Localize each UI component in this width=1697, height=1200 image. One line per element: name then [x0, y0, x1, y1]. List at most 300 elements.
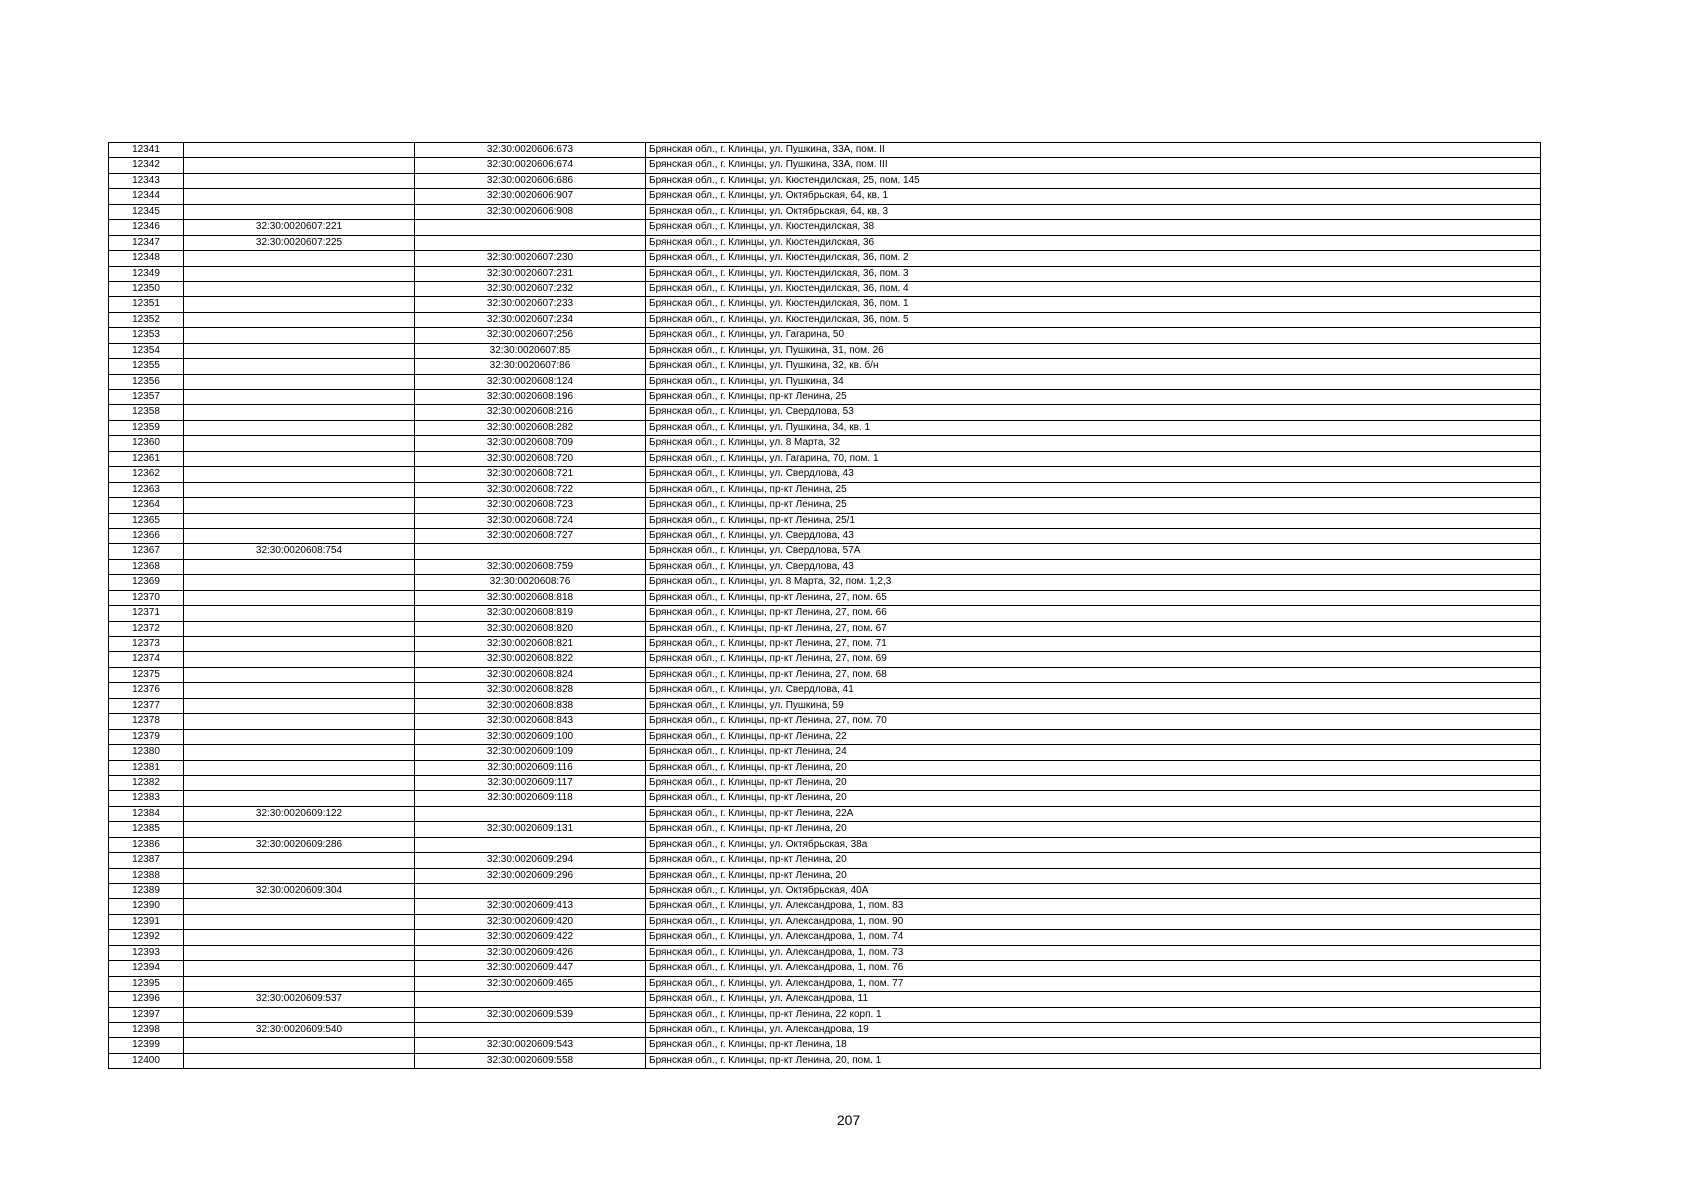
table-row [109, 312, 1541, 327]
table-row [109, 1038, 1541, 1053]
address-cell: Брянская обл., г. Клинцы, пр-кт Ленина, 25 [646, 482, 1541, 497]
table-row [109, 667, 1541, 682]
address-cell: Брянская обл., г. Клинцы, ул. Пушкина, 32, кв. б/н [646, 359, 1541, 374]
object-cadastral-number-cell: 32:30:0020609:294 [415, 853, 646, 868]
address-cell: Брянская обл., г. Клинцы, пр-кт Ленина, 20 [646, 791, 1541, 806]
row-number-cell: 12374 [109, 652, 184, 667]
row-number-cell: 12368 [109, 559, 184, 574]
land-cadastral-number-cell [184, 698, 415, 713]
land-cadastral-number-cell [184, 328, 415, 343]
land-cadastral-number-cell [184, 482, 415, 497]
table-row [109, 683, 1541, 698]
land-cadastral-number-cell [184, 390, 415, 405]
address-cell: Брянская обл., г. Клинцы, ул. Кюстендилская, 25, пом. 145 [646, 173, 1541, 188]
object-cadastral-number-cell: 32:30:0020607:85 [415, 343, 646, 358]
address-cell: Брянская обл., г. Клинцы, ул. Свердлова, 43 [646, 467, 1541, 482]
land-cadastral-number-cell [184, 637, 415, 652]
address-cell: Брянская обл., г. Клинцы, ул. Свердлова, 43 [646, 528, 1541, 543]
land-cadastral-number-cell [184, 374, 415, 389]
address-cell: Брянская обл., г. Клинцы, ул. 8 Марта, 32 [646, 436, 1541, 451]
table-row [109, 220, 1541, 235]
address-cell: Брянская обл., г. Клинцы, пр-кт Ленина, 27, пом. 68 [646, 667, 1541, 682]
object-cadastral-number-cell [415, 992, 646, 1007]
address-cell: Брянская обл., г. Клинцы, пр-кт Ленина, 20 [646, 853, 1541, 868]
land-cadastral-number-cell [184, 729, 415, 744]
land-cadastral-number-cell [184, 251, 415, 266]
object-cadastral-number-cell: 32:30:0020609:118 [415, 791, 646, 806]
address-cell: Брянская обл., г. Клинцы, пр-кт Ленина, 20 [646, 775, 1541, 790]
table-row [109, 930, 1541, 945]
land-cadastral-number-cell [184, 606, 415, 621]
object-cadastral-number-cell: 32:30:0020609:109 [415, 745, 646, 760]
address-cell: Брянская обл., г. Клинцы, ул. Свердлова, 41 [646, 683, 1541, 698]
row-number-cell: 12346 [109, 220, 184, 235]
address-cell: Брянская обл., г. Клинцы, ул. Гагарина, 50 [646, 328, 1541, 343]
table-row [109, 590, 1541, 605]
table-row [109, 467, 1541, 482]
row-number-cell: 12389 [109, 884, 184, 899]
object-cadastral-number-cell: 32:30:0020608:819 [415, 606, 646, 621]
row-number-cell: 12354 [109, 343, 184, 358]
object-cadastral-number-cell: 32:30:0020606:908 [415, 204, 646, 219]
row-number-cell: 12367 [109, 544, 184, 559]
address-cell: Брянская обл., г. Клинцы, ул. Пушкина, 59 [646, 698, 1541, 713]
table-row [109, 698, 1541, 713]
land-cadastral-number-cell: 32:30:0020609:537 [184, 992, 415, 1007]
object-cadastral-number-cell: 32:30:0020609:420 [415, 914, 646, 929]
table-row [109, 559, 1541, 574]
table-row [109, 621, 1541, 636]
land-cadastral-number-cell: 32:30:0020609:304 [184, 884, 415, 899]
address-cell: Брянская обл., г. Клинцы, ул. Кюстендилская, 36, пом. 5 [646, 312, 1541, 327]
object-cadastral-number-cell [415, 235, 646, 250]
row-number-cell: 12362 [109, 467, 184, 482]
table-row [109, 822, 1541, 837]
object-cadastral-number-cell: 32:30:0020608:828 [415, 683, 646, 698]
land-cadastral-number-cell [184, 559, 415, 574]
row-number-cell: 12342 [109, 158, 184, 173]
table-row [109, 158, 1541, 173]
row-number-cell: 12363 [109, 482, 184, 497]
land-cadastral-number-cell: 32:30:0020609:122 [184, 806, 415, 821]
object-cadastral-number-cell [415, 220, 646, 235]
row-number-cell: 12364 [109, 498, 184, 513]
land-cadastral-number-cell [184, 189, 415, 204]
row-number-cell: 12341 [109, 143, 184, 158]
land-cadastral-number-cell [184, 266, 415, 281]
address-cell: Брянская обл., г. Клинцы, ул. Октябрьская, 64, кв. 3 [646, 204, 1541, 219]
row-number-cell: 12382 [109, 775, 184, 790]
table-row [109, 961, 1541, 976]
table-row [109, 436, 1541, 451]
table-row [109, 945, 1541, 960]
object-cadastral-number-cell: 32:30:0020608:727 [415, 528, 646, 543]
land-cadastral-number-cell: 32:30:0020607:221 [184, 220, 415, 235]
object-cadastral-number-cell: 32:30:0020607:231 [415, 266, 646, 281]
table-row [109, 189, 1541, 204]
land-cadastral-number-cell [184, 745, 415, 760]
land-cadastral-number-cell [184, 158, 415, 173]
row-number-cell: 12378 [109, 714, 184, 729]
address-cell: Брянская обл., г. Клинцы, ул. Пушкина, 34 [646, 374, 1541, 389]
row-number-cell: 12369 [109, 575, 184, 590]
table-row [109, 143, 1541, 158]
land-cadastral-number-cell [184, 343, 415, 358]
object-cadastral-number-cell: 32:30:0020608:843 [415, 714, 646, 729]
land-cadastral-number-cell [184, 1007, 415, 1022]
row-number-cell: 12370 [109, 590, 184, 605]
table-row [109, 544, 1541, 559]
land-cadastral-number-cell [184, 1053, 415, 1068]
table-row [109, 868, 1541, 883]
address-cell: Брянская обл., г. Клинцы, пр-кт Ленина, 27, пом. 70 [646, 714, 1541, 729]
row-number-cell: 12373 [109, 637, 184, 652]
object-cadastral-number-cell [415, 806, 646, 821]
register-table [108, 142, 1541, 1069]
row-number-cell: 12388 [109, 868, 184, 883]
row-number-cell: 12394 [109, 961, 184, 976]
object-cadastral-number-cell: 32:30:0020609:543 [415, 1038, 646, 1053]
row-number-cell: 12391 [109, 914, 184, 929]
address-cell: Брянская обл., г. Клинцы, ул. Кюстендилская, 36, пом. 4 [646, 281, 1541, 296]
land-cadastral-number-cell [184, 914, 415, 929]
object-cadastral-number-cell: 32:30:0020609:465 [415, 976, 646, 991]
row-number-cell: 12347 [109, 235, 184, 250]
table-row [109, 374, 1541, 389]
table-row [109, 498, 1541, 513]
land-cadastral-number-cell [184, 945, 415, 960]
object-cadastral-number-cell: 32:30:0020609:117 [415, 775, 646, 790]
table-row [109, 420, 1541, 435]
land-cadastral-number-cell [184, 961, 415, 976]
object-cadastral-number-cell: 32:30:0020607:232 [415, 281, 646, 296]
object-cadastral-number-cell: 32:30:0020608:821 [415, 637, 646, 652]
land-cadastral-number-cell: 32:30:0020609:286 [184, 837, 415, 852]
land-cadastral-number-cell [184, 528, 415, 543]
address-cell: Брянская обл., г. Клинцы, пр-кт Ленина, 27, пом. 69 [646, 652, 1541, 667]
row-number-cell: 12356 [109, 374, 184, 389]
table-row [109, 914, 1541, 929]
row-number-cell: 12353 [109, 328, 184, 343]
land-cadastral-number-cell [184, 652, 415, 667]
row-number-cell: 12379 [109, 729, 184, 744]
table-row [109, 328, 1541, 343]
object-cadastral-number-cell: 32:30:0020608:818 [415, 590, 646, 605]
address-cell: Брянская обл., г. Клинцы, ул. Кюстендилская, 36, пом. 1 [646, 297, 1541, 312]
table-row [109, 791, 1541, 806]
object-cadastral-number-cell [415, 837, 646, 852]
address-cell: Брянская обл., г. Клинцы, ул. Пушкина, 34, кв. 1 [646, 420, 1541, 435]
address-cell: Брянская обл., г. Клинцы, ул. Кюстендилская, 36 [646, 235, 1541, 250]
address-cell: Брянская обл., г. Клинцы, ул. Свердлова, 57А [646, 544, 1541, 559]
table-row [109, 837, 1541, 852]
address-cell: Брянская обл., г. Клинцы, пр-кт Ленина, 20 [646, 760, 1541, 775]
land-cadastral-number-cell [184, 143, 415, 158]
land-cadastral-number-cell [184, 281, 415, 296]
land-cadastral-number-cell: 32:30:0020609:540 [184, 1022, 415, 1037]
row-number-cell: 12372 [109, 621, 184, 636]
page-number: 207 [836, 1112, 861, 1128]
land-cadastral-number-cell [184, 590, 415, 605]
row-number-cell: 12386 [109, 837, 184, 852]
row-number-cell: 12397 [109, 1007, 184, 1022]
address-cell: Брянская обл., г. Клинцы, ул. Александрова, 1, пом. 76 [646, 961, 1541, 976]
address-cell: Брянская обл., г. Клинцы, пр-кт Ленина, 22 [646, 729, 1541, 744]
table-row [109, 266, 1541, 281]
object-cadastral-number-cell: 32:30:0020608:822 [415, 652, 646, 667]
address-cell: Брянская обл., г. Клинцы, пр-кт Ленина, 25 [646, 390, 1541, 405]
address-cell: Брянская обл., г. Клинцы, ул. Пушкина, 33А, пом. III [646, 158, 1541, 173]
object-cadastral-number-cell: 32:30:0020606:907 [415, 189, 646, 204]
row-number-cell: 12344 [109, 189, 184, 204]
land-cadastral-number-cell [184, 930, 415, 945]
address-cell: Брянская обл., г. Клинцы, ул. Кюстендилская, 38 [646, 220, 1541, 235]
table-row [109, 1053, 1541, 1068]
object-cadastral-number-cell: 32:30:0020609:100 [415, 729, 646, 744]
object-cadastral-number-cell: 32:30:0020609:116 [415, 760, 646, 775]
land-cadastral-number-cell [184, 405, 415, 420]
land-cadastral-number-cell [184, 714, 415, 729]
row-number-cell: 12395 [109, 976, 184, 991]
object-cadastral-number-cell: 32:30:0020608:838 [415, 698, 646, 713]
address-cell: Брянская обл., г. Клинцы, ул. Кюстендилская, 36, пом. 3 [646, 266, 1541, 281]
row-number-cell: 12352 [109, 312, 184, 327]
object-cadastral-number-cell: 32:30:0020609:426 [415, 945, 646, 960]
object-cadastral-number-cell: 32:30:0020609:296 [415, 868, 646, 883]
object-cadastral-number-cell: 32:30:0020609:413 [415, 899, 646, 914]
land-cadastral-number-cell [184, 575, 415, 590]
table-row [109, 637, 1541, 652]
object-cadastral-number-cell: 32:30:0020608:723 [415, 498, 646, 513]
land-cadastral-number-cell [184, 498, 415, 513]
table-row [109, 806, 1541, 821]
table-row [109, 992, 1541, 1007]
land-cadastral-number-cell [184, 899, 415, 914]
land-cadastral-number-cell [184, 976, 415, 991]
address-cell: Брянская обл., г. Клинцы, ул. Свердлова, 53 [646, 405, 1541, 420]
table-row [109, 976, 1541, 991]
row-number-cell: 12365 [109, 513, 184, 528]
object-cadastral-number-cell: 32:30:0020608:709 [415, 436, 646, 451]
object-cadastral-number-cell: 32:30:0020609:131 [415, 822, 646, 837]
table-row [109, 173, 1541, 188]
land-cadastral-number-cell [184, 853, 415, 868]
land-cadastral-number-cell [184, 204, 415, 219]
land-cadastral-number-cell [184, 467, 415, 482]
row-number-cell: 12351 [109, 297, 184, 312]
address-cell: Брянская обл., г. Клинцы, ул. Александрова, 1, пом. 90 [646, 914, 1541, 929]
row-number-cell: 12387 [109, 853, 184, 868]
row-number-cell: 12399 [109, 1038, 184, 1053]
object-cadastral-number-cell: 32:30:0020608:216 [415, 405, 646, 420]
land-cadastral-number-cell [184, 1038, 415, 1053]
row-number-cell: 12400 [109, 1053, 184, 1068]
row-number-cell: 12376 [109, 683, 184, 698]
object-cadastral-number-cell: 32:30:0020608:721 [415, 467, 646, 482]
object-cadastral-number-cell: 32:30:0020606:673 [415, 143, 646, 158]
address-cell: Брянская обл., г. Клинцы, ул. Пушкина, 31, пом. 26 [646, 343, 1541, 358]
land-cadastral-number-cell [184, 436, 415, 451]
address-cell: Брянская обл., г. Клинцы, пр-кт Ленина, 20 [646, 822, 1541, 837]
address-cell: Брянская обл., г. Клинцы, ул. Александрова, 1, пом. 77 [646, 976, 1541, 991]
object-cadastral-number-cell: 32:30:0020608:724 [415, 513, 646, 528]
land-cadastral-number-cell [184, 621, 415, 636]
address-cell: Брянская обл., г. Клинцы, ул. Гагарина, 70, пом. 1 [646, 451, 1541, 466]
row-number-cell: 12359 [109, 420, 184, 435]
row-number-cell: 12348 [109, 251, 184, 266]
table-row [109, 714, 1541, 729]
row-number-cell: 12396 [109, 992, 184, 1007]
address-cell: Брянская обл., г. Клинцы, ул. Александрова, 1, пом. 74 [646, 930, 1541, 945]
address-cell: Брянская обл., г. Клинцы, ул. 8 Марта, 32, пом. 1,2,3 [646, 575, 1541, 590]
land-cadastral-number-cell [184, 791, 415, 806]
object-cadastral-number-cell: 32:30:0020608:722 [415, 482, 646, 497]
address-cell: Брянская обл., г. Клинцы, пр-кт Ленина, 18 [646, 1038, 1541, 1053]
row-number-cell: 12371 [109, 606, 184, 621]
land-cadastral-number-cell [184, 420, 415, 435]
land-cadastral-number-cell [184, 451, 415, 466]
table-row [109, 359, 1541, 374]
object-cadastral-number-cell: 32:30:0020606:686 [415, 173, 646, 188]
address-cell: Брянская обл., г. Клинцы, пр-кт Ленина, 25/1 [646, 513, 1541, 528]
row-number-cell: 12358 [109, 405, 184, 420]
object-cadastral-number-cell: 32:30:0020608:824 [415, 667, 646, 682]
land-cadastral-number-cell [184, 173, 415, 188]
land-cadastral-number-cell [184, 312, 415, 327]
address-cell: Брянская обл., г. Клинцы, ул. Свердлова, 43 [646, 559, 1541, 574]
address-cell: Брянская обл., г. Клинцы, ул. Октябрьская, 38а [646, 837, 1541, 852]
row-number-cell: 12392 [109, 930, 184, 945]
object-cadastral-number-cell: 32:30:0020607:234 [415, 312, 646, 327]
table-row [109, 729, 1541, 744]
object-cadastral-number-cell [415, 544, 646, 559]
land-cadastral-number-cell [184, 667, 415, 682]
table-row [109, 745, 1541, 760]
object-cadastral-number-cell: 32:30:0020609:558 [415, 1053, 646, 1068]
object-cadastral-number-cell: 32:30:0020608:720 [415, 451, 646, 466]
table-row [109, 884, 1541, 899]
address-cell: Брянская обл., г. Клинцы, пр-кт Ленина, 22 корп. 1 [646, 1007, 1541, 1022]
table-row [109, 513, 1541, 528]
row-number-cell: 12360 [109, 436, 184, 451]
address-cell: Брянская обл., г. Клинцы, пр-кт Ленина, 20 [646, 868, 1541, 883]
row-number-cell: 12385 [109, 822, 184, 837]
address-cell: Брянская обл., г. Клинцы, ул. Александрова, 1, пом. 83 [646, 899, 1541, 914]
object-cadastral-number-cell: 32:30:0020607:86 [415, 359, 646, 374]
object-cadastral-number-cell: 32:30:0020608:196 [415, 390, 646, 405]
object-cadastral-number-cell: 32:30:0020607:230 [415, 251, 646, 266]
table-row [109, 1022, 1541, 1037]
table-row [109, 251, 1541, 266]
row-number-cell: 12383 [109, 791, 184, 806]
land-cadastral-number-cell [184, 760, 415, 775]
row-number-cell: 12350 [109, 281, 184, 296]
table-row [109, 390, 1541, 405]
row-number-cell: 12393 [109, 945, 184, 960]
row-number-cell: 12377 [109, 698, 184, 713]
table-row [109, 204, 1541, 219]
row-number-cell: 12366 [109, 528, 184, 543]
address-cell: Брянская обл., г. Клинцы, ул. Пушкина, 33А, пом. II [646, 143, 1541, 158]
address-cell: Брянская обл., г. Клинцы, пр-кт Ленина, 27, пом. 66 [646, 606, 1541, 621]
table-row [109, 235, 1541, 250]
address-cell: Брянская обл., г. Клинцы, ул. Александрова, 19 [646, 1022, 1541, 1037]
object-cadastral-number-cell: 32:30:0020607:233 [415, 297, 646, 312]
address-cell: Брянская обл., г. Клинцы, ул. Кюстендилская, 36, пом. 2 [646, 251, 1541, 266]
table-row [109, 775, 1541, 790]
table-row [109, 575, 1541, 590]
table-row [109, 297, 1541, 312]
object-cadastral-number-cell: 32:30:0020609:447 [415, 961, 646, 976]
object-cadastral-number-cell: 32:30:0020608:759 [415, 559, 646, 574]
object-cadastral-number-cell: 32:30:0020608:820 [415, 621, 646, 636]
row-number-cell: 12375 [109, 667, 184, 682]
table-row [109, 482, 1541, 497]
object-cadastral-number-cell [415, 1022, 646, 1037]
table-row [109, 899, 1541, 914]
row-number-cell: 12349 [109, 266, 184, 281]
land-cadastral-number-cell [184, 513, 415, 528]
table-row [109, 343, 1541, 358]
row-number-cell: 12361 [109, 451, 184, 466]
table-row [109, 405, 1541, 420]
object-cadastral-number-cell: 32:30:0020608:282 [415, 420, 646, 435]
table-row [109, 528, 1541, 543]
row-number-cell: 12343 [109, 173, 184, 188]
address-cell: Брянская обл., г. Клинцы, пр-кт Ленина, 27, пом. 67 [646, 621, 1541, 636]
register-table-body [109, 143, 1541, 1069]
row-number-cell: 12390 [109, 899, 184, 914]
object-cadastral-number-cell: 32:30:0020608:124 [415, 374, 646, 389]
land-cadastral-number-cell [184, 359, 415, 374]
table-row [109, 606, 1541, 621]
object-cadastral-number-cell: 32:30:0020609:539 [415, 1007, 646, 1022]
row-number-cell: 12345 [109, 204, 184, 219]
address-cell: Брянская обл., г. Клинцы, ул. Александрова, 1, пом. 73 [646, 945, 1541, 960]
table-row [109, 652, 1541, 667]
land-cadastral-number-cell [184, 297, 415, 312]
object-cadastral-number-cell [415, 884, 646, 899]
row-number-cell: 12398 [109, 1022, 184, 1037]
land-cadastral-number-cell: 32:30:0020608:754 [184, 544, 415, 559]
land-cadastral-number-cell [184, 822, 415, 837]
object-cadastral-number-cell: 32:30:0020607:256 [415, 328, 646, 343]
land-cadastral-number-cell: 32:30:0020607:225 [184, 235, 415, 250]
address-cell: Брянская обл., г. Клинцы, ул. Октябрьская, 64, кв. 1 [646, 189, 1541, 204]
object-cadastral-number-cell: 32:30:0020606:674 [415, 158, 646, 173]
land-cadastral-number-cell [184, 683, 415, 698]
row-number-cell: 12381 [109, 760, 184, 775]
address-cell: Брянская обл., г. Клинцы, пр-кт Ленина, 20, пом. 1 [646, 1053, 1541, 1068]
row-number-cell: 12380 [109, 745, 184, 760]
address-cell: Брянская обл., г. Клинцы, ул. Александрова, 11 [646, 992, 1541, 1007]
row-number-cell: 12384 [109, 806, 184, 821]
address-cell: Брянская обл., г. Клинцы, пр-кт Ленина, 27, пом. 65 [646, 590, 1541, 605]
table-row [109, 853, 1541, 868]
table-row [109, 760, 1541, 775]
object-cadastral-number-cell: 32:30:0020609:422 [415, 930, 646, 945]
address-cell: Брянская обл., г. Клинцы, пр-кт Ленина, 24 [646, 745, 1541, 760]
object-cadastral-number-cell: 32:30:0020608:76 [415, 575, 646, 590]
land-cadastral-number-cell [184, 868, 415, 883]
table-row [109, 451, 1541, 466]
table-row [109, 281, 1541, 296]
table-row [109, 1007, 1541, 1022]
address-cell: Брянская обл., г. Клинцы, пр-кт Ленина, 27, пом. 71 [646, 637, 1541, 652]
row-number-cell: 12357 [109, 390, 184, 405]
address-cell: Брянская обл., г. Клинцы, пр-кт Ленина, 25 [646, 498, 1541, 513]
land-cadastral-number-cell [184, 775, 415, 790]
